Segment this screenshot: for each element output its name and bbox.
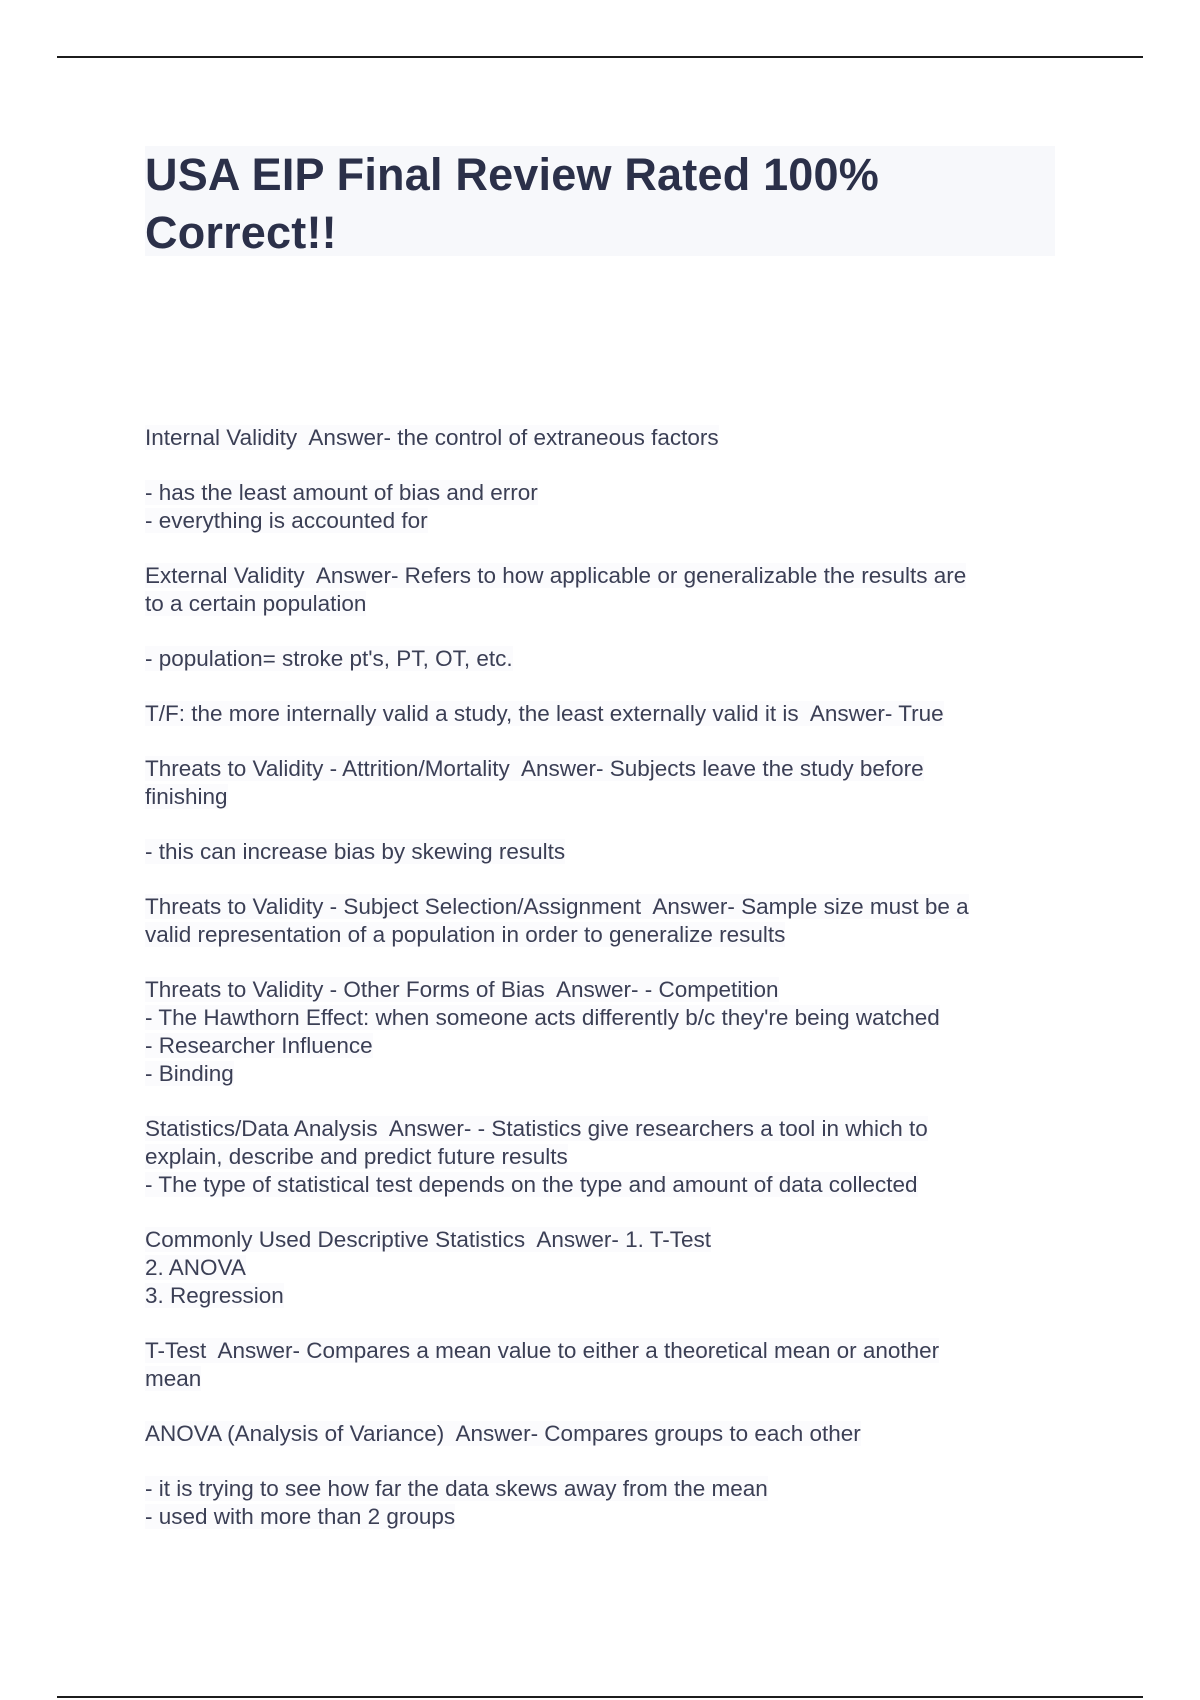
text-line	[145, 562, 1065, 590]
text-line	[145, 1171, 1065, 1199]
qa-paragraph	[145, 645, 1065, 673]
qa-paragraph	[145, 755, 1065, 811]
title-line: Correct!!	[145, 207, 337, 258]
qa-paragraph	[145, 1420, 1065, 1448]
text-line-content: ANOVA (Analysis of Variance) Answer- Compares groups to each other	[145, 1421, 861, 1446]
title-block	[145, 146, 1055, 256]
text-line-content: Threats to Validity - Attrition/Mortality Answer- Subjects leave the study before	[145, 756, 924, 781]
document-body	[145, 424, 1065, 1558]
qa-paragraph	[145, 562, 1065, 618]
text-line	[145, 424, 1065, 452]
title-line: USA EIP Final Review Rated 100%	[145, 149, 879, 200]
text-line	[145, 755, 1065, 783]
text-line-content: - The Hawthorn Effect: when someone acts differently b/c they're being watched	[145, 1005, 940, 1030]
text-line-content: - Researcher Influence	[145, 1033, 373, 1058]
text-line-content: valid representation of a population in order to generalize results	[145, 922, 786, 947]
document-title	[145, 146, 1055, 262]
text-line	[145, 645, 1065, 673]
text-line-content: - population= stroke pt's, PT, OT, etc.	[145, 646, 513, 671]
text-line	[145, 1365, 1065, 1393]
text-line	[145, 700, 1065, 728]
text-line-content: Threats to Validity - Subject Selection/Assignment Answer- Sample size must be a	[145, 894, 969, 919]
text-line-content: Commonly Used Descriptive Statistics Answer- 1. T-Test	[145, 1227, 712, 1252]
text-line-content: T/F: the more internally valid a study, the least externally valid it is Answer- True	[145, 701, 944, 726]
text-line-content: - The type of statistical test depends on the type and amount of data collected	[145, 1172, 918, 1197]
text-line-content: Internal Validity Answer- the control of extraneous factors	[145, 425, 719, 450]
text-line	[145, 1254, 1065, 1282]
qa-paragraph	[145, 976, 1065, 1088]
qa-paragraph	[145, 479, 1065, 535]
qa-paragraph	[145, 893, 1065, 949]
text-line-content: explain, describe and predict future results	[145, 1144, 568, 1169]
text-line-content: to a certain population	[145, 591, 367, 616]
text-line-content: Statistics/Data Analysis Answer- - Statistics give researchers a tool in which to	[145, 1116, 928, 1141]
text-line	[145, 838, 1065, 866]
text-line	[145, 783, 1065, 811]
text-line	[145, 1143, 1065, 1171]
text-line-content: - this can increase bias by skewing results	[145, 839, 566, 864]
qa-paragraph	[145, 1337, 1065, 1393]
text-line-content: T-Test Answer- Compares a mean value to either a theoretical mean or another	[145, 1338, 940, 1363]
text-line	[145, 1337, 1065, 1365]
text-line-content: - Binding	[145, 1061, 234, 1086]
text-line-content: External Validity Answer- Refers to how applicable or generalizable the results are	[145, 563, 967, 588]
text-line	[145, 921, 1065, 949]
text-line	[145, 893, 1065, 921]
text-line	[145, 479, 1065, 507]
text-line	[145, 1115, 1065, 1143]
text-line	[145, 1004, 1065, 1032]
text-line-content: Threats to Validity - Other Forms of Bias Answer- - Competition	[145, 977, 779, 1002]
text-line-content: - everything is accounted for	[145, 508, 428, 533]
text-line	[145, 507, 1065, 535]
text-line	[145, 1282, 1065, 1310]
qa-paragraph	[145, 1475, 1065, 1531]
bottom-rule	[57, 1696, 1143, 1698]
text-line	[145, 1032, 1065, 1060]
qa-paragraph	[145, 700, 1065, 728]
top-rule	[57, 56, 1143, 58]
text-line	[145, 1226, 1065, 1254]
text-line	[145, 976, 1065, 1004]
text-line-content: mean	[145, 1366, 202, 1391]
text-line	[145, 1420, 1065, 1448]
text-line-content: finishing	[145, 784, 228, 809]
qa-paragraph	[145, 1226, 1065, 1310]
text-line	[145, 1475, 1065, 1503]
text-line	[145, 1503, 1065, 1531]
text-line-content: - used with more than 2 groups	[145, 1504, 456, 1529]
text-line	[145, 590, 1065, 618]
text-line-content: - has the least amount of bias and error	[145, 480, 538, 505]
qa-paragraph	[145, 424, 1065, 452]
qa-paragraph	[145, 1115, 1065, 1199]
text-line-content: - it is trying to see how far the data skews away from the mean	[145, 1476, 768, 1501]
qa-paragraph	[145, 838, 1065, 866]
text-line-content: 3. Regression	[145, 1283, 284, 1308]
text-line-content: 2. ANOVA	[145, 1255, 246, 1280]
text-line	[145, 1060, 1065, 1088]
